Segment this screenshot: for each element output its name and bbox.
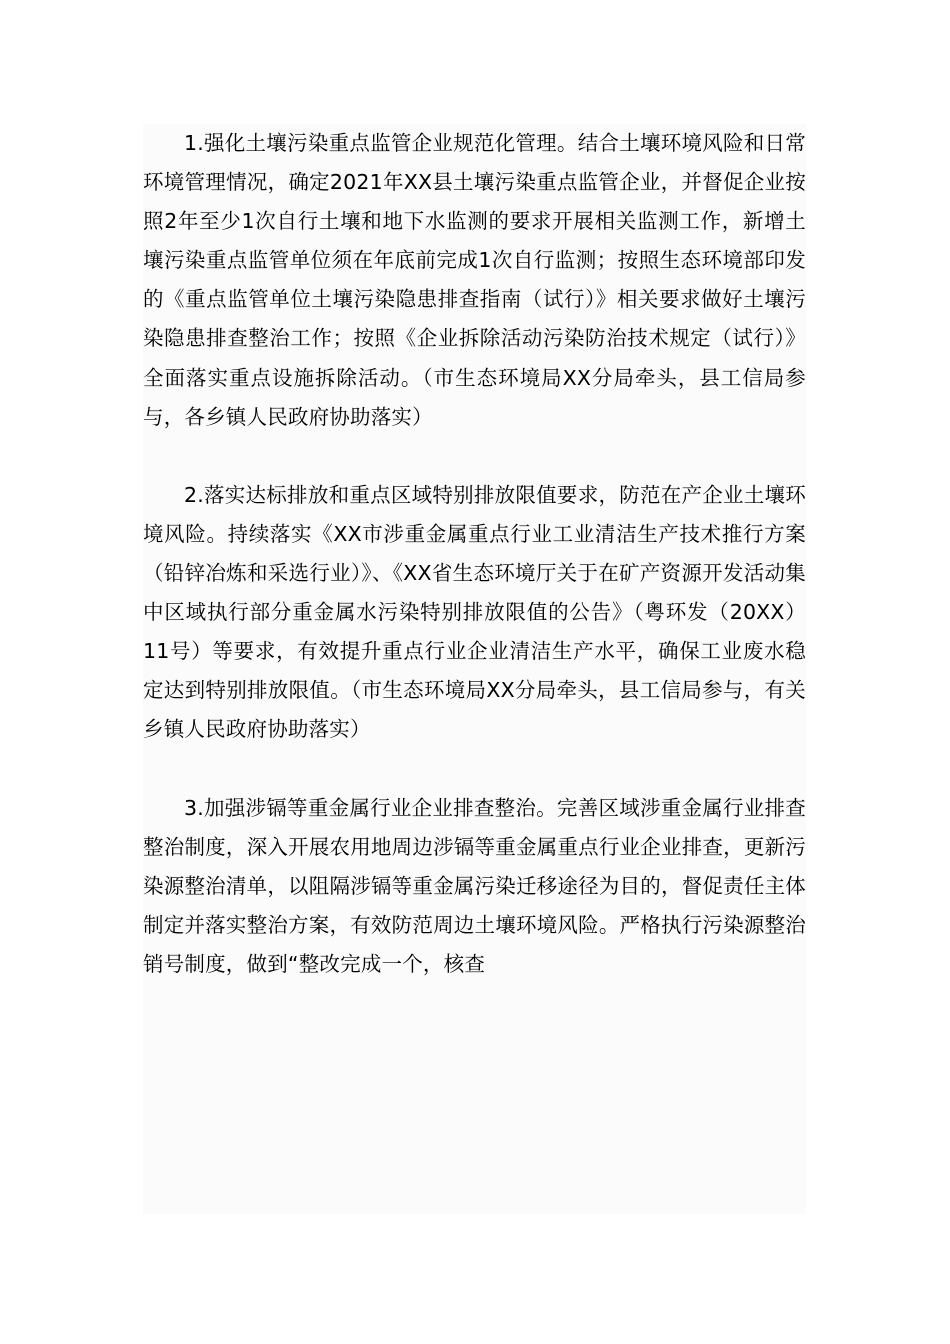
paragraph-1: 1.强化土壤污染重点监管企业规范化管理。结合土壤环境风险和日常环境管理情况，确定2021年XX县土壤污染重点监管企业，并督促企业按照2年至少1次自行土壤和地下水监测的要求开展相关监测工作，新增土壤污染重点监管单位须在年底前完成1次自行监测；按照生态环境部印发的《重点监管单位土壤污染隐患排查指南（试行）》相关要求做好土壤污染隐患排查整治工作；按照《企业拆除活动污染防治技术规定（试行）》全面落实重点设施拆除活动。（市生态环境局XX分局牵头，县工信局参与，各乡镇人民政府协助落实）	[143, 131, 806, 429]
paragraph-3: 3.加强涉镉等重金属行业企业排查整治。完善区域涉重金属行业排查整治制度，深入开展农用地周边涉镉等重金属重点行业企业排查，更新污染源整治清单，以阻隔涉镉等重金属污染迁移途径为目的，督促责任主体制定并落实整治方案，有效防范周边土壤环境风险。严格执行污染源整治销号制度，做到“整改完成一个，核查	[143, 795, 806, 976]
document-body	[143, 124, 806, 1214]
paragraph-2: 2.落实达标排放和重点区域特别排放限值要求，防范在产企业土壤环境风险。持续落实《XX市涉重金属重点行业工业清洁生产技术推行方案（铅锌冶炼和采选行业）》、《XX省生态环境厅关于在矿产资源开发活动集中区域执行部分重金属水污染特别排放限值的公告》（粤环发（20XX）11号）等要求，有效提升重点行业企业清洁生产水平，确保工业废水稳定达到特别排放限值。（市生态环境局XX分局牵头，县工信局参与，有关乡镇人民政府协助落实）	[143, 482, 806, 742]
